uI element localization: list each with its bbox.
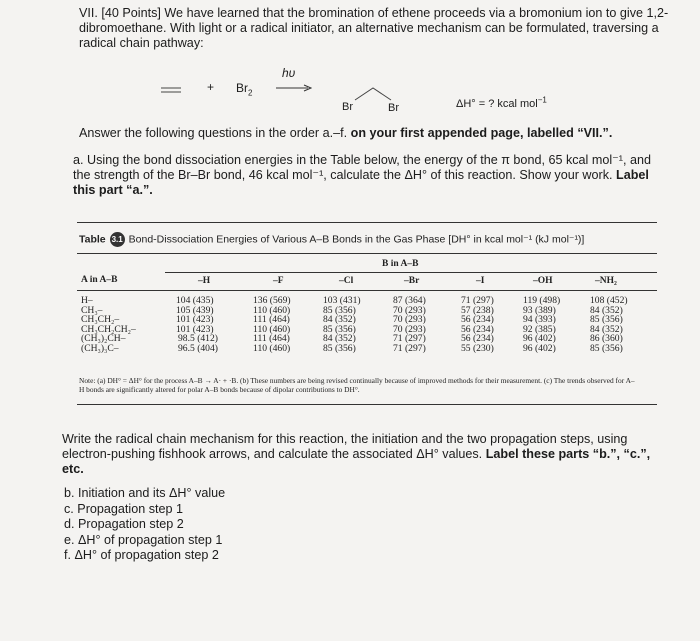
product-bromine-left: Br: [342, 101, 353, 113]
f-column: 136 (569) 110 (460) 111 (464) 110 (460) 111 (464) 110 (460): [253, 295, 291, 354]
col-header: –I: [476, 276, 485, 286]
list-item: d. Propagation step 2: [64, 517, 184, 531]
row-labels-column: H– CH₃– CH₃CH₂– CH₃CH₂CH₂– (CH₃)₂CH– (CH₃)₃C–: [81, 295, 136, 354]
mechanism-instruction: Write the radical chain mechanism for this reaction, the initiation and the two propagation steps, using electron-pushing fishhook arrows, and calculate the associated ΔH° values. Label these parts “b.”, “c.”, etc.: [62, 432, 651, 476]
light-condition: hυ: [282, 66, 296, 80]
question-intro: VII. [40 Points] We have learned that the bromination of ethene proceeds via a bromonium ion to give 1,2-dibromoethane. With light or a radical initiator, an alternative mechanism can be formulated, traversing a radical chain pathway:: [79, 6, 669, 50]
col-header: –Br: [404, 276, 420, 286]
ethene-structure: [160, 86, 182, 94]
reaction-scheme: [0, 0, 700, 125]
enthalpy-expression: ΔH° = ? kcal mol$^{-1}$: [456, 95, 547, 110]
a-header: A in A–B: [81, 275, 118, 285]
h-column: 104 (435) 105 (439) 101 (423) 101 (423) 98.5 (412) 96.5 (404): [176, 295, 218, 354]
col-header: –NH₂: [595, 276, 617, 286]
table-note: Note: (a) DH° = ΔH° for the process A–B → A· + ·B. (b) These numbers are being revised continually because of improved methods for their measurement. (c) The trends observed for A–H bonds are significantly altered for polar A–B bonds because of dipolar contributions to DH°.: [79, 376, 635, 394]
parts-list: [64, 486, 225, 564]
table-number-badge: 3.1: [110, 232, 125, 247]
reaction-arrow: [276, 84, 312, 92]
bromine-reagent: $Br_2$: [236, 81, 253, 98]
oh-column: 119 (498) 93 (389) 94 (393) 92 (385) 96 (402) 96 (402): [523, 295, 561, 354]
col-header: –OH: [533, 276, 553, 286]
part-a: a. Using the bond dissociation energies in the Table below, the energy of the π bond, 65 kcal mol⁻¹, and the strength of the Br–Br bond, 46 kcal mol⁻¹, calculate the ΔH° of this reaction. Show your work. Label this part “a.”.: [73, 153, 651, 197]
i-column: 71 (297) 57 (238) 56 (234) 56 (234) 56 (234) 55 (230): [461, 295, 494, 354]
nh2-column: 108 (452) 84 (352) 85 (356) 84 (352) 86 (360) 85 (356): [590, 295, 628, 354]
answer-instruction: Answer the following questions in the order a.–f. on your first appended page, labelled “VII.”.: [79, 126, 613, 140]
col-header: –F: [273, 276, 284, 286]
product-bromine-right: Br: [388, 102, 399, 114]
list-item: e. ΔH° of propagation step 1: [64, 532, 223, 547]
plus-sign: +: [207, 80, 215, 94]
col-header: –H: [198, 276, 211, 286]
list-item: b. Initiation and its ΔH° value: [64, 486, 226, 500]
list-item: c. Propagation step 1: [64, 501, 184, 516]
dibromoethane-structure: [353, 85, 397, 103]
col-header: –Cl: [339, 276, 354, 286]
table-caption: Table 3.1 Bond-Dissociation Energies of Various A–B Bonds in the Gas Phase [DH° in kcal mol⁻¹ (kJ mol⁻¹)]: [79, 233, 585, 246]
cl-column: 103 (431) 85 (356) 84 (352) 85 (356) 84 (352) 85 (356): [323, 295, 361, 354]
br-column: 87 (364) 70 (293) 70 (293) 70 (293) 71 (297) 71 (297): [393, 295, 426, 354]
b-header: B in A–B: [382, 259, 419, 269]
list-item: f. ΔH° of propagation step 2: [64, 548, 219, 562]
bond-energy-table: [77, 222, 657, 412]
